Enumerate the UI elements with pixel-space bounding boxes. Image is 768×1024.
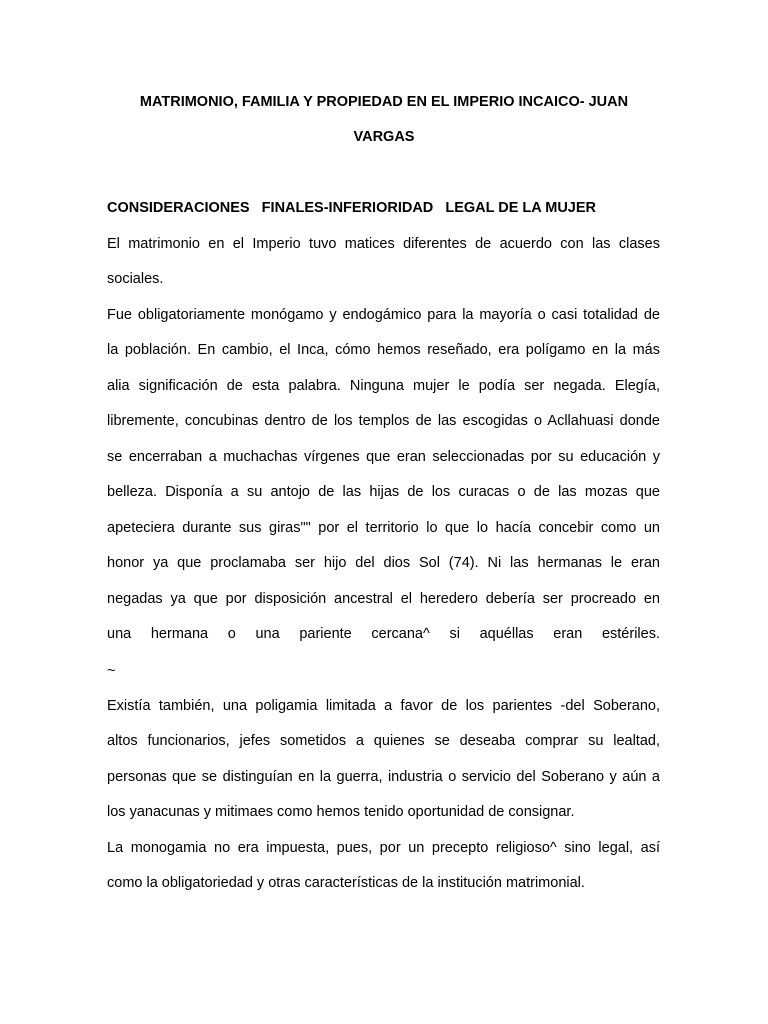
body-line: negadas ya que por disposición ancestral el heredero debería ser procreado en bbox=[107, 591, 660, 607]
body-line: ~ bbox=[107, 663, 116, 679]
body-line: libremente, concubinas dentro de los templos de las escogidas o Acllahuasi donde bbox=[107, 413, 660, 429]
body-line: como la obligatoriedad y otras características de la institución matrimonial. bbox=[107, 875, 585, 891]
body-line: La monogamia no era impuesta, pues, por un precepto religioso^ sino legal, así bbox=[107, 840, 660, 856]
body-line: Fue obligatoriamente monógamo y endogámico para la mayoría o casi totalidad de bbox=[107, 307, 660, 323]
body-line: una hermana o una pariente cercana^ si aquéllas eran estériles. bbox=[107, 626, 660, 642]
body-line: alia significación de esta palabra. Ninguna mujer le podía ser negada. Elegía, bbox=[107, 378, 660, 394]
body-line: altos funcionarios, jefes sometidos a quienes se deseaba comprar su lealtad, bbox=[107, 733, 660, 749]
body-line: los yanacunas y mitimaes como hemos tenido oportunidad de consignar. bbox=[107, 804, 575, 820]
body-line: personas que se distinguían en la guerra, industria o servicio del Soberano y aún a bbox=[107, 769, 660, 785]
body-line: belleza. Disponía a su antojo de las hijas de los curacas o de las mozas que bbox=[107, 484, 660, 500]
document-title-line-1: MATRIMONIO, FAMILIA Y PROPIEDAD EN EL IMPERIO INCAICO- JUAN bbox=[139, 94, 629, 110]
body-line: Existía también, una poligamia limitada a favor de los parientes -del Soberano, bbox=[107, 698, 660, 714]
body-line: El matrimonio en el Imperio tuvo matices diferentes de acuerdo con las clases bbox=[107, 236, 660, 252]
section-heading: CONSIDERACIONES FINALES-INFERIORIDAD LEGAL DE LA MUJER bbox=[107, 200, 596, 216]
document-title-line-2: VARGAS bbox=[353, 129, 415, 145]
body-line: se encerraban a muchachas vírgenes que eran seleccionadas por su educación y bbox=[107, 449, 660, 465]
body-line: apeteciera durante sus giras"" por el territorio lo que lo hacía concebir como un bbox=[107, 520, 660, 536]
body-line: honor ya que proclamaba ser hijo del dios Sol (74). Ni las hermanas le eran bbox=[107, 555, 660, 571]
body-line: la población. En cambio, el Inca, cómo hemos reseñado, era polígamo en la más bbox=[107, 342, 660, 358]
body-line: sociales. bbox=[107, 271, 164, 287]
